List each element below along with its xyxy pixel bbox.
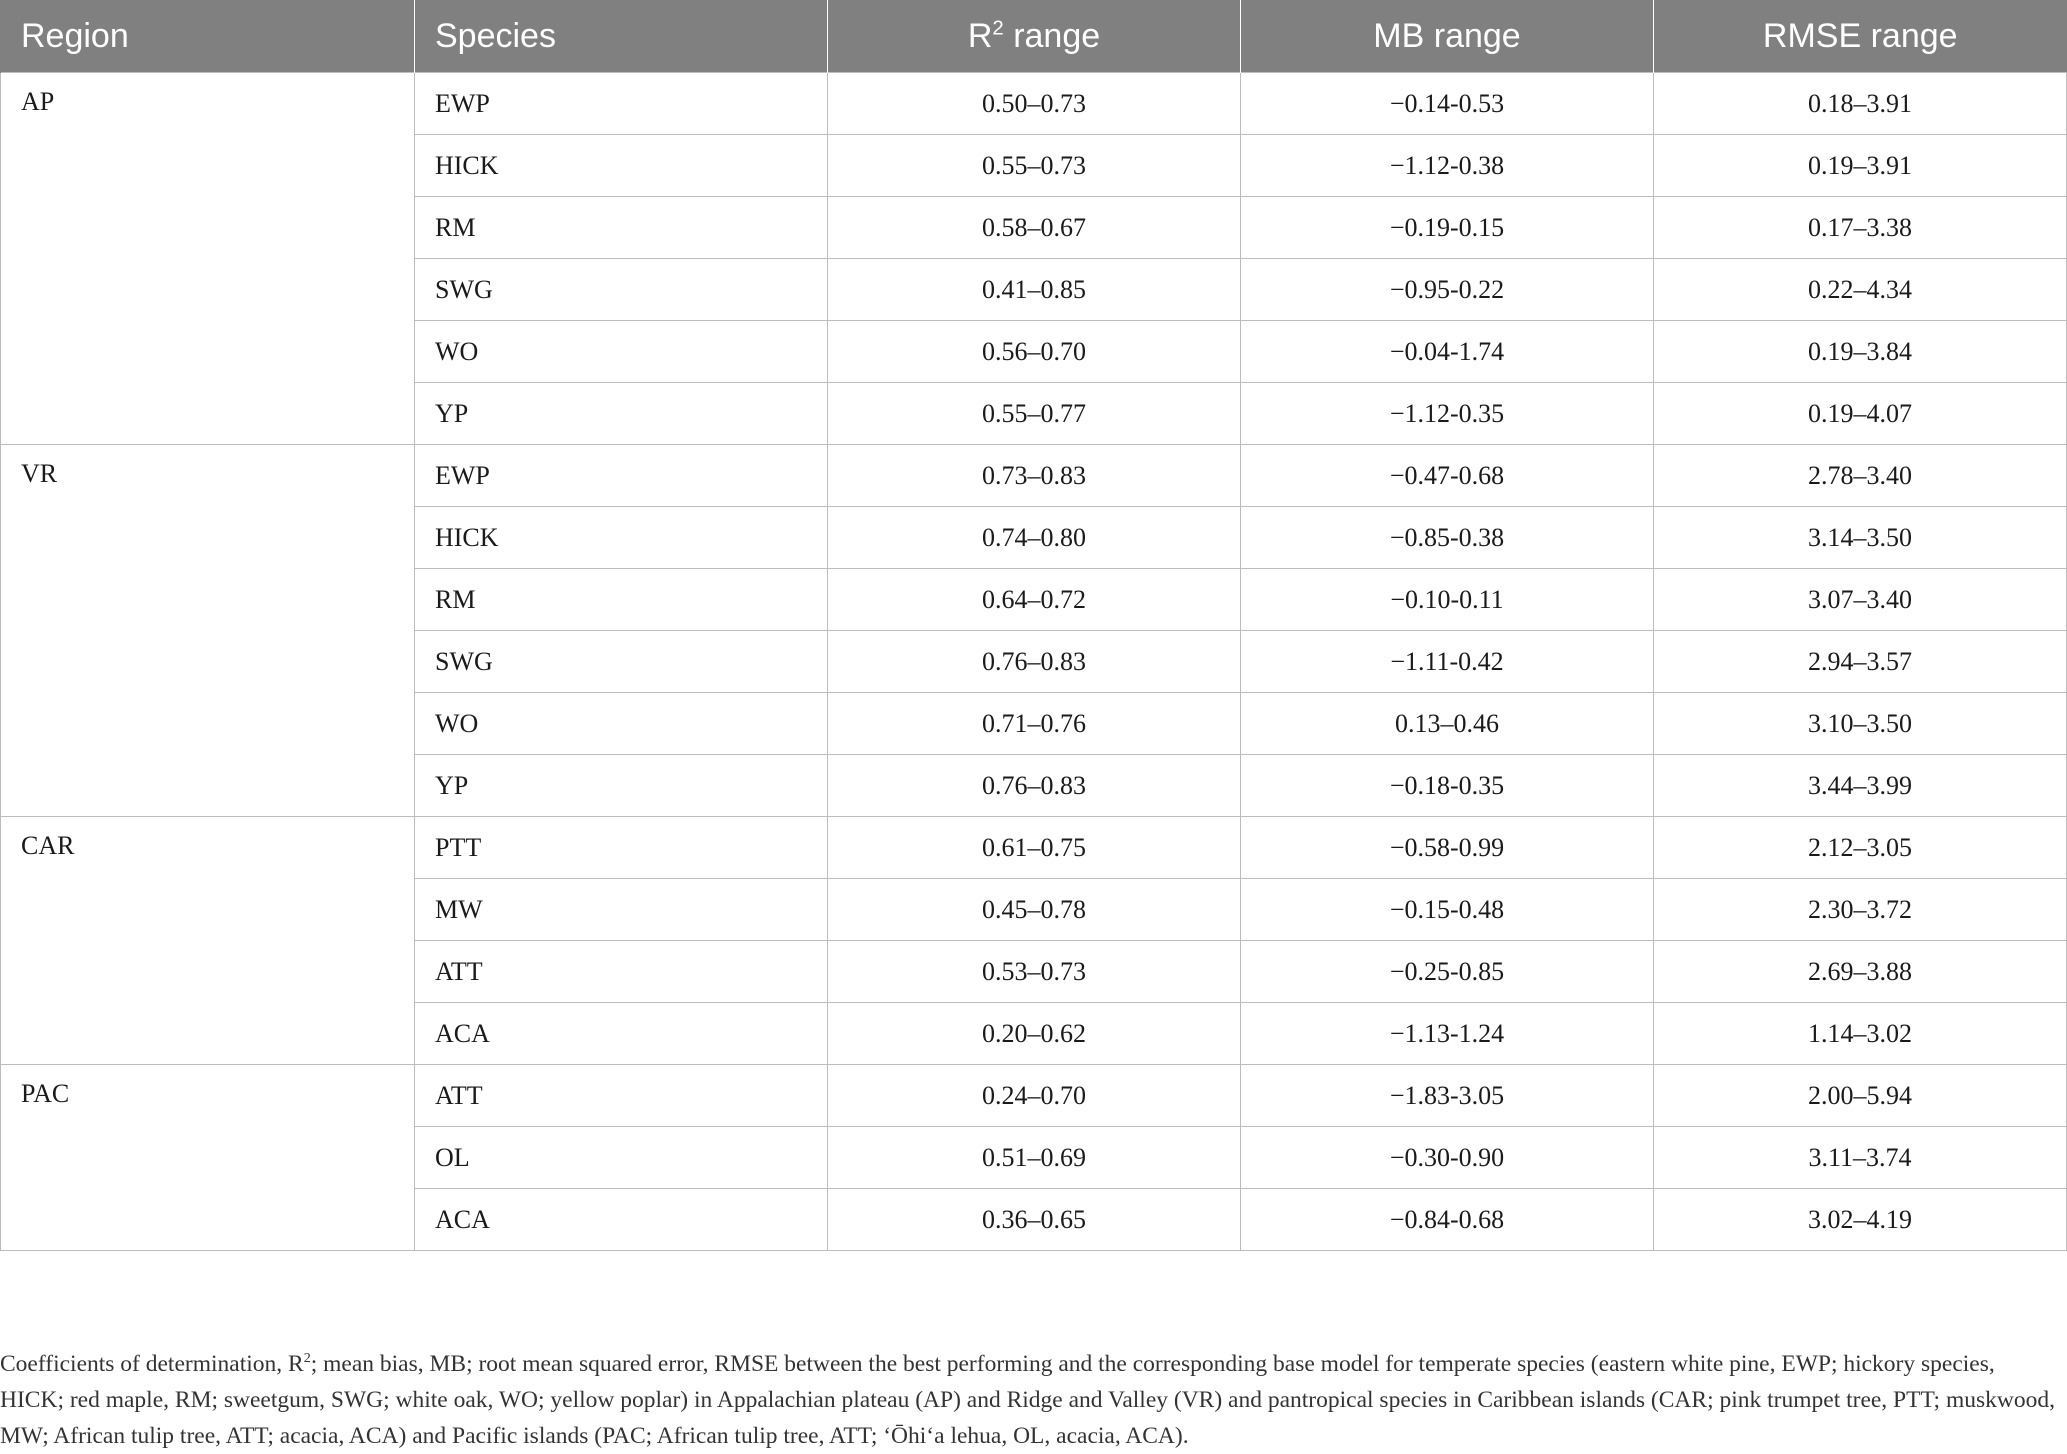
caption-sup: 2	[303, 1350, 311, 1367]
species-cell: MW	[415, 879, 828, 941]
r2-range-cell: 0.53–0.73	[828, 941, 1241, 1003]
mb-range-cell: −0.15-0.48	[1241, 879, 1654, 941]
table-body	[1, 73, 2067, 1251]
r2-range-cell: 0.45–0.78	[828, 879, 1241, 941]
mb-range-cell: −0.10-0.11	[1241, 569, 1654, 631]
r2-range-cell: 0.41–0.85	[828, 259, 1241, 321]
rmse-range-cell: 2.00–5.94	[1654, 1065, 2067, 1127]
r2-range-cell: 0.51–0.69	[828, 1127, 1241, 1189]
species-cell: WO	[415, 321, 828, 383]
r2-range-cell: 0.71–0.76	[828, 693, 1241, 755]
mb-range-cell: −0.19-0.15	[1241, 197, 1654, 259]
species-cell: ACA	[415, 1003, 828, 1065]
r2-range-cell: 0.76–0.83	[828, 631, 1241, 693]
species-cell: EWP	[415, 73, 828, 135]
species-cell: RM	[415, 197, 828, 259]
rmse-range-cell: 0.19–3.91	[1654, 135, 2067, 197]
rmse-range-cell: 2.30–3.72	[1654, 879, 2067, 941]
rmse-range-cell: 2.94–3.57	[1654, 631, 2067, 693]
rmse-range-cell: 2.12–3.05	[1654, 817, 2067, 879]
region-cell: VR	[1, 445, 415, 817]
rmse-range-cell: 0.18–3.91	[1654, 73, 2067, 135]
r2-range-cell: 0.76–0.83	[828, 755, 1241, 817]
region-cell: CAR	[1, 817, 415, 1065]
species-cell: HICK	[415, 507, 828, 569]
mb-range-cell: −0.95-0.22	[1241, 259, 1654, 321]
caption-prefix: Coefficients of determination, R	[0, 1351, 304, 1377]
species-cell: YP	[415, 755, 828, 817]
rmse-range-cell: 1.14–3.02	[1654, 1003, 2067, 1065]
mb-range-cell: −0.85-0.38	[1241, 507, 1654, 569]
r2-range-cell: 0.74–0.80	[828, 507, 1241, 569]
species-cell: SWG	[415, 631, 828, 693]
rmse-range-cell: 3.14–3.50	[1654, 507, 2067, 569]
mb-range-cell: −0.58-0.99	[1241, 817, 1654, 879]
species-cell: YP	[415, 383, 828, 445]
table-row	[1, 73, 2067, 135]
header-r2-suffix: range	[1003, 16, 1101, 55]
r2-range-cell: 0.73–0.83	[828, 445, 1241, 507]
r2-range-cell: 0.64–0.72	[828, 569, 1241, 631]
rmse-range-cell: 3.11–3.74	[1654, 1127, 2067, 1189]
mb-range-cell: −0.30-0.90	[1241, 1127, 1654, 1189]
species-cell: EWP	[415, 445, 828, 507]
mb-range-cell: −0.47-0.68	[1241, 445, 1654, 507]
mb-range-cell: −0.84-0.68	[1241, 1189, 1654, 1251]
caption-text: ; mean bias, MB; root mean squared error, RMSE between the best performing and the corresponding base model for temperate species (eastern white pine, EWP; hickory species, HICK; red maple, RM; sweetgum, SWG; white oak, WO; yellow poplar) in Appalachian plateau (AP) and Ridge and Valley (VR) and pantropical species in Caribbean islands (CAR; pink trumpet tree, PTT; muskwood, MW; African tulip tree, ATT; acacia, ACA) and Pacific islands (PAC; African tulip tree, ATT; ʻŌhiʻa lehua, OL, acacia, ACA).	[0, 1351, 2055, 1449]
header-r2-sup: 2	[992, 17, 1004, 40]
species-cell: ATT	[415, 1065, 828, 1127]
species-cell: SWG	[415, 259, 828, 321]
species-cell: PTT	[415, 817, 828, 879]
r2-range-cell: 0.56–0.70	[828, 321, 1241, 383]
mb-range-cell: −1.11-0.42	[1241, 631, 1654, 693]
mb-range-cell: −1.12-0.35	[1241, 383, 1654, 445]
r2-range-cell: 0.24–0.70	[828, 1065, 1241, 1127]
header-species: Species	[415, 0, 828, 73]
header-rmse-range: RMSE range	[1654, 0, 2067, 73]
mb-range-cell: −0.04-1.74	[1241, 321, 1654, 383]
r2-range-cell: 0.61–0.75	[828, 817, 1241, 879]
rmse-range-cell: 0.19–3.84	[1654, 321, 2067, 383]
species-cell: ACA	[415, 1189, 828, 1251]
header-r2-range	[828, 0, 1241, 73]
mb-range-cell: −0.14-0.53	[1241, 73, 1654, 135]
rmse-range-cell: 3.02–4.19	[1654, 1189, 2067, 1251]
mb-range-cell: −0.18-0.35	[1241, 755, 1654, 817]
r2-range-cell: 0.36–0.65	[828, 1189, 1241, 1251]
r2-range-cell: 0.50–0.73	[828, 73, 1241, 135]
rmse-range-cell: 0.22–4.34	[1654, 259, 2067, 321]
header-region: Region	[1, 0, 415, 73]
mb-range-cell: 0.13–0.46	[1241, 693, 1654, 755]
region-cell: AP	[1, 73, 415, 445]
header-mb-range: MB range	[1241, 0, 1654, 73]
species-cell: ATT	[415, 941, 828, 1003]
table-row	[1, 1065, 2067, 1127]
r2-range-cell: 0.58–0.67	[828, 197, 1241, 259]
mb-range-cell: −1.12-0.38	[1241, 135, 1654, 197]
header-r2-prefix: R	[967, 16, 993, 55]
rmse-range-cell: 3.07–3.40	[1654, 569, 2067, 631]
table-caption	[0, 1346, 2060, 1454]
species-cell: OL	[415, 1127, 828, 1189]
table-row	[1, 817, 2067, 879]
table-header	[1, 0, 2067, 73]
mb-range-cell: −1.13-1.24	[1241, 1003, 1654, 1065]
rmse-range-cell: 0.19–4.07	[1654, 383, 2067, 445]
rmse-range-cell: 2.78–3.40	[1654, 445, 2067, 507]
region-cell: PAC	[1, 1065, 415, 1251]
r2-range-cell: 0.55–0.73	[828, 135, 1241, 197]
r2-range-cell: 0.20–0.62	[828, 1003, 1241, 1065]
rmse-range-cell: 3.44–3.99	[1654, 755, 2067, 817]
species-cell: RM	[415, 569, 828, 631]
table-row	[1, 445, 2067, 507]
rmse-range-cell: 2.69–3.88	[1654, 941, 2067, 1003]
rmse-range-cell: 0.17–3.38	[1654, 197, 2067, 259]
rmse-range-cell: 3.10–3.50	[1654, 693, 2067, 755]
mb-range-cell: −1.83-3.05	[1241, 1065, 1654, 1127]
r2-range-cell: 0.55–0.77	[828, 383, 1241, 445]
species-cell: WO	[415, 693, 828, 755]
mb-range-cell: −0.25-0.85	[1241, 941, 1654, 1003]
species-cell: HICK	[415, 135, 828, 197]
